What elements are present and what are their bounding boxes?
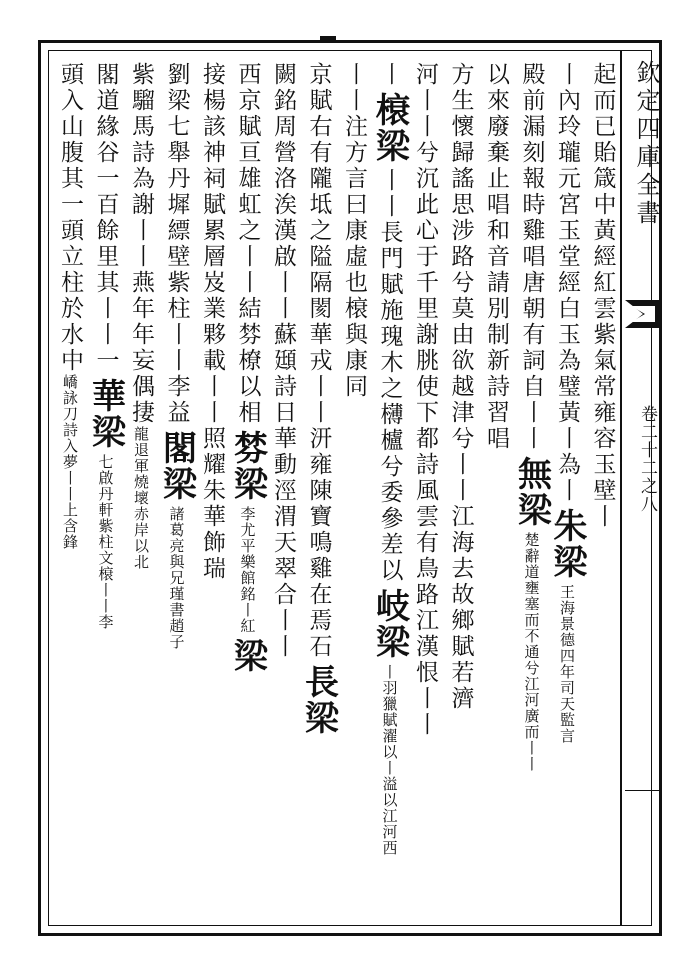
body-text: 丨內玲瓏元宮玉堂經白玉為璧黃丨為丨 [554, 62, 580, 504]
fish-tail-mark-icon [625, 300, 662, 328]
book-title: 欽定四庫全書 [632, 60, 660, 228]
annotation-text: 李尤平樂館銘丨紅 [238, 506, 257, 634]
annotation-text: 嶠詠刀詩入夢丨丨上含鋒 [61, 374, 79, 550]
text-column [334, 62, 374, 400]
page-tab-mark [320, 36, 336, 42]
entry-heading: 華梁 [85, 378, 126, 450]
entry-heading: 閣梁 [156, 430, 197, 502]
volume-label: 卷二十二之八 [637, 405, 657, 513]
entry-heading: 梁 [227, 638, 268, 674]
body-text: 丨丨注方言曰康虛也榱與康同 [341, 62, 367, 400]
text-column [192, 62, 232, 582]
text-column [370, 62, 410, 856]
text-column [583, 62, 623, 530]
annotation-text: 王海景德四年司天監言 [558, 584, 576, 744]
text-column [263, 62, 303, 660]
body-text: 以來廢棄止唱和音請別制新詩習唱 [483, 62, 509, 452]
entry-heading: 朱梁 [547, 508, 587, 580]
annotation-text: 七啟丹軒紫柱文榱丨丨李 [96, 454, 115, 630]
text-column [121, 62, 161, 570]
body-text: 紫騮馬詩為謝丨丨燕年年妄偶捿 [128, 62, 154, 426]
body-text: 閣道緣谷一百餘里其丨丨一 [92, 62, 119, 374]
text-column [157, 62, 197, 650]
text-column [86, 62, 126, 630]
body-text: 河丨丨兮沉此心于千里謝朓使下都詩風雲有鳥路江漢恨丨丨 [412, 62, 438, 738]
body-text: 丨 [376, 62, 403, 88]
text-column [441, 62, 481, 712]
body-text: 頭入山腹其一頭立柱於水中 [57, 62, 83, 374]
body-text: 劉梁七舉丹墀縹壁紫柱丨丨李益 [163, 62, 190, 426]
entry-heading: 無梁 [511, 456, 552, 528]
body-text: 接楊該神祠賦累層岌業夥載丨丨照耀朱華飾瑞 [199, 62, 225, 582]
body-text: 西京賦亘雄虹之丨丨結棼橑以相 [234, 62, 261, 426]
text-column [476, 62, 516, 452]
entry-heading: 岐梁 [369, 588, 410, 660]
text-column [228, 62, 268, 678]
body-text: 京賦右有隴坻之隘隔閡華戎丨丨汧雍陳寶鳴雞在焉石 [305, 62, 332, 660]
body-text: 殿前漏刻報時雞唱唐朝有詞自丨丨 [518, 62, 545, 452]
body-text: 闕銘周營洛涘漢啟丨丨蘇頲詩日華動涇渭天翠合丨丨 [270, 62, 296, 660]
text-column [547, 62, 587, 744]
body-text: 起而已貽箴中黃經紅雲紫氣常雍容玉壁 [589, 62, 616, 504]
body-text: 丨 [589, 504, 616, 530]
text-column [512, 62, 552, 772]
annotation-text: 諸葛亮與兄瑾書趙子 [167, 506, 186, 650]
entry-heading: 長梁 [298, 664, 339, 736]
text-column [50, 62, 90, 550]
text-column [299, 62, 339, 740]
body-text: 方生懷歸謠思涉路兮莫由欲越津兮丨丨江海去故鄉賦若濟 [447, 62, 474, 712]
annotation-text: 龍退軍燒壞赤岸以北 [132, 426, 150, 570]
margin-rule [625, 790, 662, 791]
body-text: 丨丨長門賦施瑰木之欂櫨兮委參差以 [376, 168, 403, 584]
text-column [405, 62, 445, 738]
annotation-text: 丨羽獵賦濯以丨溢以江河西 [380, 664, 399, 856]
entry-heading: 棼梁 [227, 430, 268, 502]
entry-heading: 榱梁 [369, 92, 410, 164]
annotation-text: 楚辭道壅塞而不通兮江河廣而丨丨 [522, 532, 541, 772]
